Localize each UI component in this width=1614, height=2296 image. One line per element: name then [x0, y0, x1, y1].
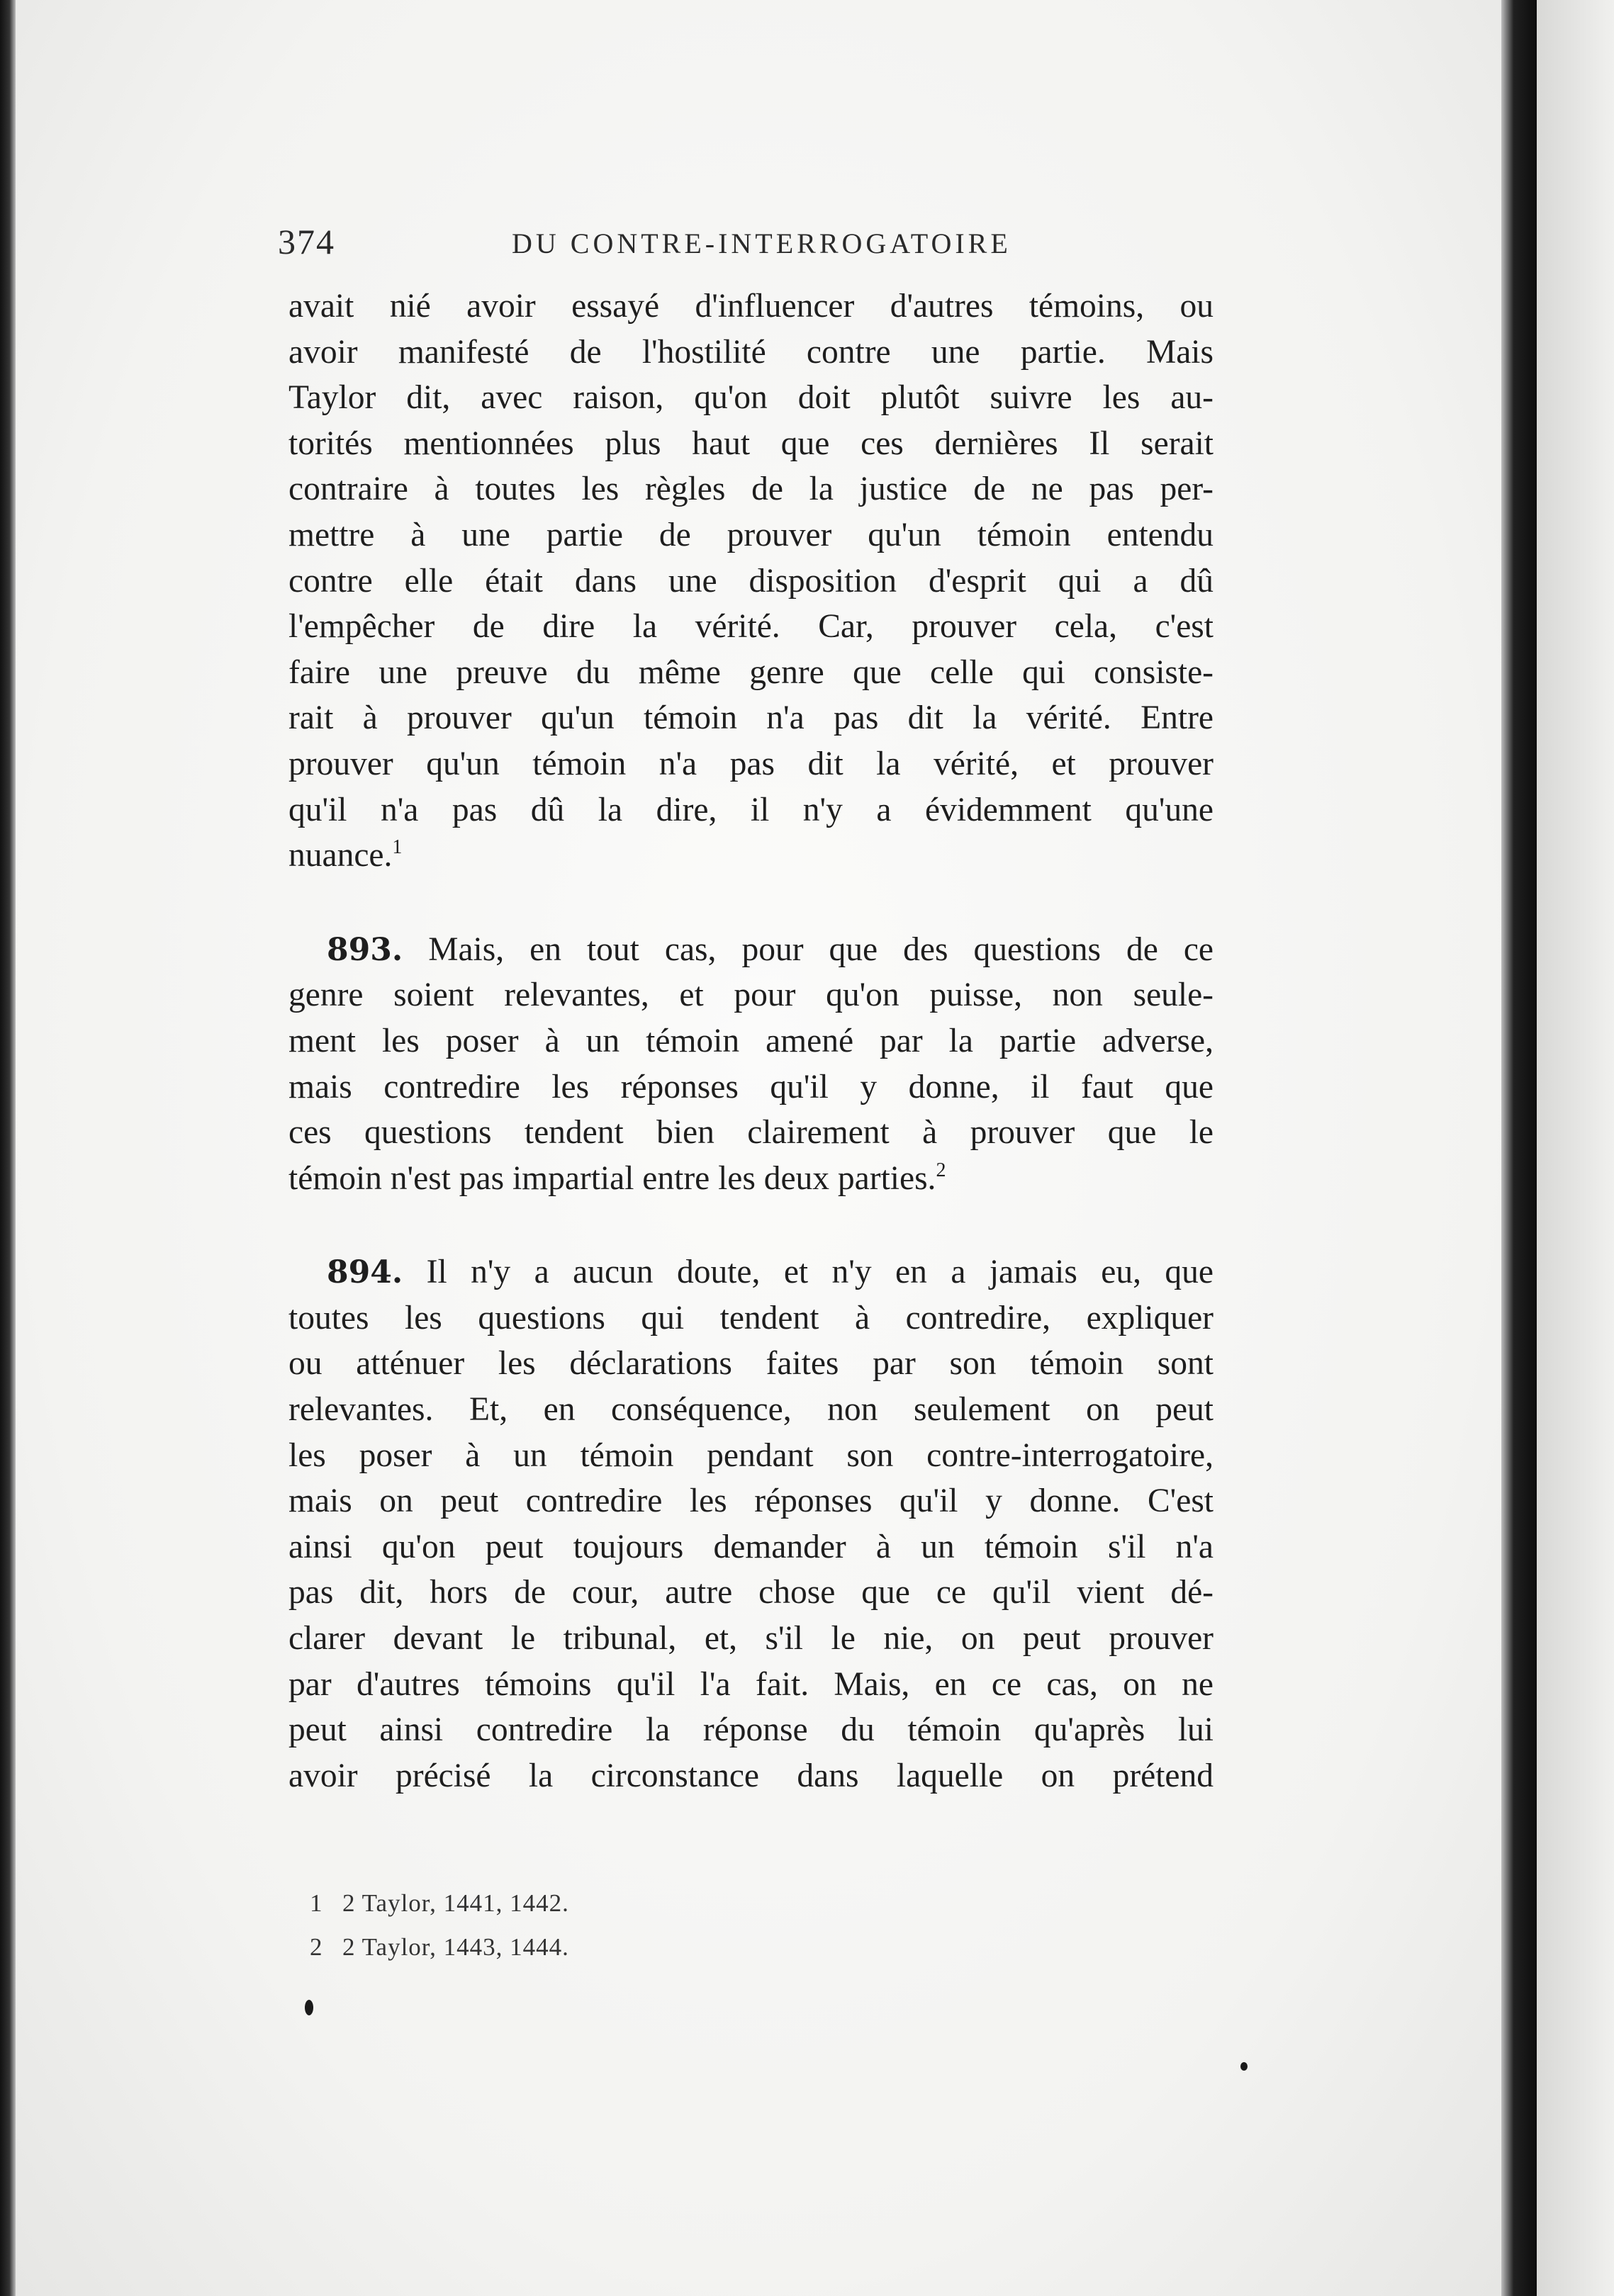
text-fragment: Il n'y a aucun doute, et n'y en a jamais eu, que — [426, 1254, 1214, 1291]
text-line: pas dit, hors de cour, autre chose que ce qu'il vient dé- — [288, 1574, 1214, 1611]
text-line: rait à prouver qu'un témoin n'a pas dit la vérité. Entre — [288, 699, 1214, 737]
text-line — [288, 1249, 1214, 1295]
text-fragment: Mais, en tout cas, pour que des questions de ce — [428, 930, 1214, 968]
text-line: ces questions tendent bien clairement à prouver que le — [288, 1114, 1214, 1152]
text-line: toutes les questions qui tendent à contredire, expliquer — [288, 1299, 1214, 1336]
text-line: par d'autres témoins qu'il l'a fait. Mais, en ce cas, on ne — [288, 1665, 1214, 1703]
text-line: qu'il n'a pas dû la dire, il n'y a évidemment qu'une — [288, 791, 1214, 828]
body-text — [288, 283, 1214, 1799]
paragraph-893 — [288, 927, 1214, 1202]
text-line: clarer devant le tribunal, et, s'il le nie, on peut prouver — [288, 1620, 1214, 1658]
paragraph-gap — [288, 1201, 1214, 1249]
footnote-ref: 2 — [936, 1159, 946, 1181]
paragraph-number: 894. — [327, 1254, 403, 1291]
page-number: 374 — [278, 222, 335, 261]
text-line: ment les poser à un témoin amené par la partie adverse, — [288, 1022, 1214, 1059]
text-line — [288, 833, 1214, 879]
text-line: contraire à toutes les règles de la justice de ne pas per- — [288, 471, 1214, 508]
paragraph-894 — [288, 1249, 1214, 1799]
ink-speck — [1240, 2062, 1248, 2071]
footnote-text: 2 Taylor, 1441, 1442. — [342, 1889, 569, 1917]
text-line: faire une preuve du même genre que celle qui consiste- — [288, 653, 1214, 691]
text-fragment: nuance. — [288, 837, 393, 874]
facing-page-edge — [1537, 0, 1614, 2296]
text-line: Taylor dit, avec raison, qu'on doit plutôt suivre les au- — [288, 379, 1214, 417]
text-line: ou atténuer les déclarations faites par son témoin sont — [288, 1345, 1214, 1383]
text-line: contre elle était dans une disposition d'esprit qui a dû — [288, 562, 1214, 600]
gutter-shadow-right — [1501, 0, 1537, 2296]
text-fragment: témoin n'est pas impartial entre les deux parties. — [288, 1159, 936, 1197]
binding-shadow-left — [0, 0, 16, 2296]
paragraph-continuation — [288, 283, 1214, 879]
text-line: avait nié avoir essayé d'influencer d'autres témoins, ou — [288, 288, 1214, 325]
text-line: avoir précisé la circonstance dans laquelle on prétend — [288, 1757, 1214, 1794]
text-line: torités mentionnées plus haut que ces dernières Il serait — [288, 424, 1214, 462]
paragraph-gap — [288, 879, 1214, 927]
text-line — [288, 1156, 1214, 1202]
text-line: l'empêcher de dire la vérité. Car, prouver cela, c'est — [288, 608, 1214, 646]
text-line: avoir manifesté de l'hostilité contre une partie. Mais — [288, 333, 1214, 371]
text-line: mettre à une partie de prouver qu'un témoin entendu — [288, 516, 1214, 553]
text-line: relevantes. Et, en conséquence, non seulement on peut — [288, 1391, 1214, 1429]
page-sheet — [16, 0, 1501, 2296]
footnotes — [310, 1881, 877, 1969]
text-line: ainsi qu'on peut toujours demander à un témoin s'il n'a — [288, 1528, 1214, 1565]
text-line: prouver qu'un témoin n'a pas dit la vérité, et prouver — [288, 745, 1214, 782]
footnote-mark: 2 — [310, 1933, 323, 1961]
text-line: mais contredire les réponses qu'il y donne, il faut que — [288, 1068, 1214, 1105]
footnote — [310, 1925, 877, 1969]
footnote-ref: 1 — [392, 836, 403, 859]
ink-speck — [305, 2000, 313, 2015]
text-line — [288, 927, 1214, 973]
footnote-mark: 1 — [310, 1889, 323, 1917]
text-line: les poser à un témoin pendant son contre-interrogatoire, — [288, 1436, 1214, 1474]
paragraph-number: 893. — [327, 931, 403, 968]
text-line: peut ainsi contredire la réponse du témoin qu'après lui — [288, 1711, 1214, 1749]
running-title: DU CONTRE-INTERROGATOIRE — [512, 227, 1011, 259]
text-line: genre soient relevantes, et pour qu'on puisse, non seule- — [288, 977, 1214, 1014]
footnote-text: 2 Taylor, 1443, 1444. — [342, 1933, 569, 1961]
footnote — [310, 1881, 877, 1925]
text-line: mais on peut contredire les réponses qu'il y donne. C'est — [288, 1482, 1214, 1520]
running-head — [278, 213, 1206, 276]
